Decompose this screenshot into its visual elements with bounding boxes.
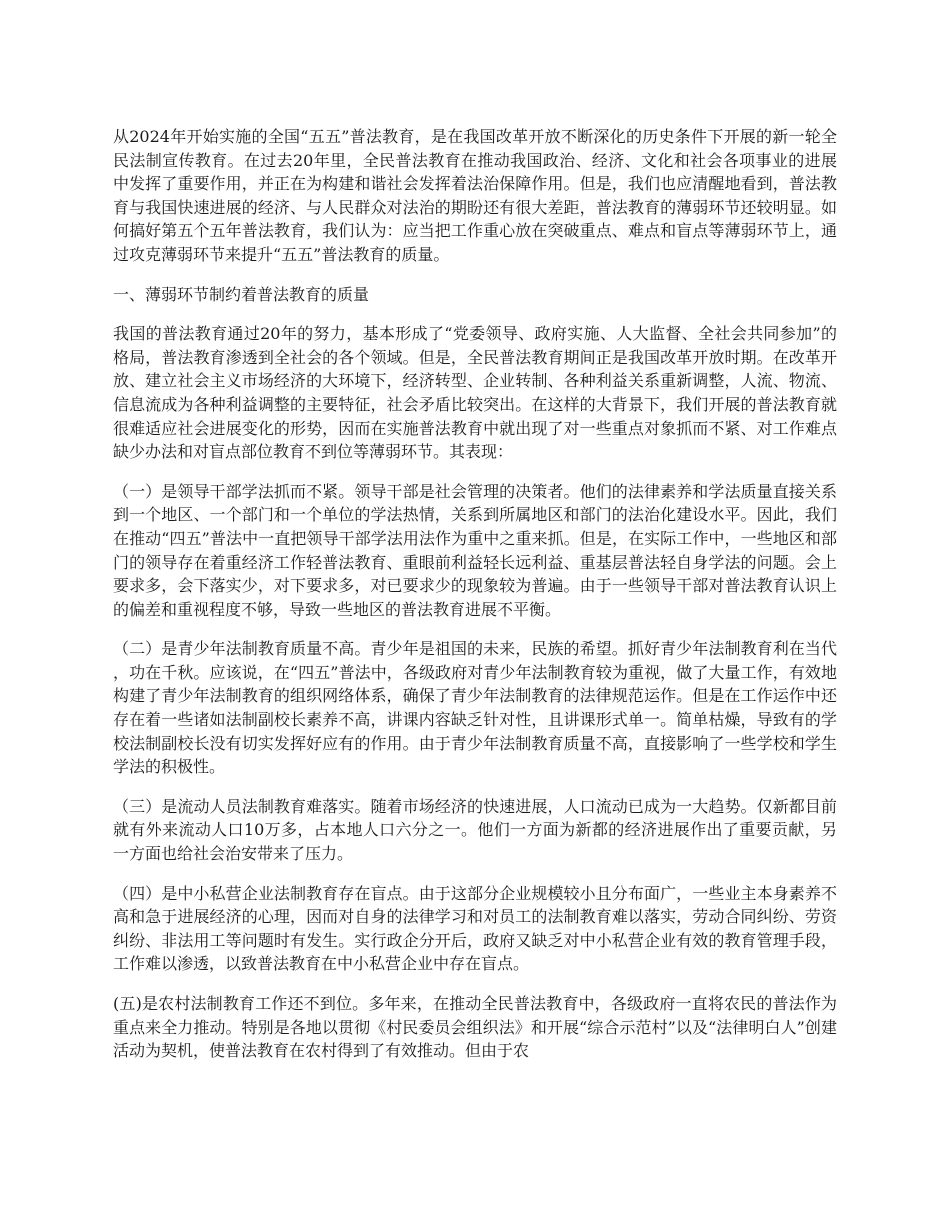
section-intro-paragraph: 我国的普法教育通过20年的努力，基本形成了“党委领导、政府实施、人大监督、全社会共同参加”的格局，普法教育渗透到全社会的各个领域。但是，全民普法教育期间正是我国改革开放时期。在改革开放、建立社会主义市场经济的大环境下，经济转型、企业转制、各种利益关系重新调整，人流、物流、信息流成为各种利益调整的主要特征，社会矛盾比较突出。在这样的大背景下，我们开展的普法教育就很难适应社会进展变化的形势，因而在实施普法教育中就出现了对一些重点对象抓而不紧、对工作难点缺少办法和对盲点部位教育不到位等薄弱环节。其表现： (113, 324, 837, 462)
point-2-paragraph: （二）是青少年法制教育质量不高。青少年是祖国的未来，民族的希望。抓好青少年法制教育利在当代，功在千秋。应该说，在“四五”普法中，各级政府对青少年法制教育较为重视，做了大量工作，有效地构建了青少年法制教育的组织网络体系，确保了青少年法制教育的法律规范运作。但是在工作运作中还存在着一些诸如法制副校长素养不高，讲课内容缺乏针对性，且讲课形式单一。简单枯燥，导致有的学校法制副校长没有切实发挥好应有的作用。由于青少年法制教育质量不高，直接影响了一些学校和学生学法的积极性。 (113, 639, 837, 777)
point-1-paragraph: （一）是领导干部学法抓而不紧。领导干部是社会管理的决策者。他们的法律素养和学法质量直接关系到一个地区、一个部门和一个单位的学法热情，关系到所属地区和部门的法治化建设水平。因此，我们在推动“四五”普法中一直把领导干部学法用法作为重中之重来抓。但是，在实际工作中，一些地区和部门的领导存在着重经济工作轻普法教育、重眼前利益轻长远利益、重基层普法轻自身学法的问题。会上要求多，会下落实少，对下要求多，对已要求少的现象较为普遍。由于一些领导干部对普法教育认识上的偏差和重视程度不够，导致一些地区的普法教育进展不平衡。 (113, 481, 837, 619)
point-4-paragraph: （四）是中小私营企业法制教育存在盲点。由于这部分企业规模较小且分布面广，一些业主本身素养不高和急于进展经济的心理，因而对自身的法律学习和对员工的法制教育难以落实，劳动合同纠纷、劳资纠纷、非法用工等问题时有发生。实行政企分开后，政府又缺乏对中小私营企业有效的教育管理手段，工作难以渗透，以致普法教育在中小私营企业中存在盲点。 (113, 883, 837, 974)
document-body (113, 125, 837, 1079)
point-5-paragraph: (五)是农村法制教育工作还不到位。多年来，在推动全民普法教育中，各级政府一直将农民的普法作为重点来全力推动。特别是各地以贯彻《村民委员会组织法》和开展“综合示范村”以及“法律明白人”创建活动为契机，使普法教育在农村得到了有效推动。但由于农 (113, 994, 837, 1061)
point-3-paragraph: （三）是流动人员法制教育难落实。随着市场经济的快速进展，人口流动已成为一大趋势。仅新都目前就有外来流动人口10万多，占本地人口六分之一。他们一方面为新都的经济进展作出了重要贡献，另一方面也给社会治安带来了压力。 (113, 796, 837, 864)
section-heading: 一、薄弱环节制约着普法教育的质量 (113, 284, 370, 304)
intro-paragraph: 从2024年开始实施的全国“五五”普法教育，是在我国改革开放不断深化的历史条件下开展的新一轮全民法制宣传教育。在过去20年里，全民普法教育在推动我国政治、经济、文化和社会各项事业的进展中发挥了重要作用，并正在为构建和谐社会发挥着法治保障作用。但是，我们也应清醒地看到，普法教育与我国快速进展的经济、与人民群众对法治的期盼还有很大差距，普法教育的薄弱环节还较明显。如何搞好第五个五年普法教育，我们认为：应当把工作重心放在突破重点、难点和盲点等薄弱环节上，通过攻克薄弱环节来提升“五五”普法教育的质量。 (113, 127, 837, 264)
